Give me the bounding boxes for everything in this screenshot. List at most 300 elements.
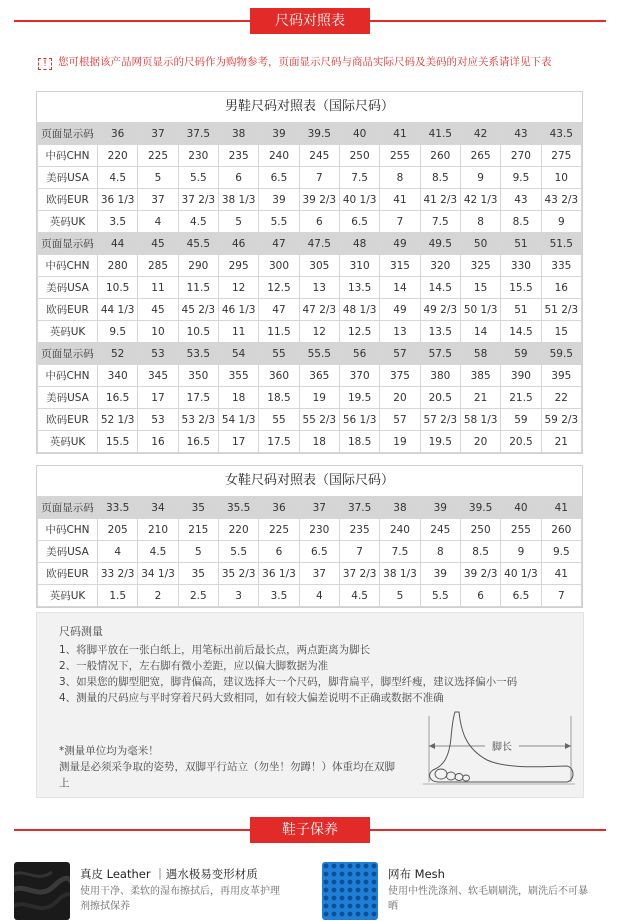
size-cell: 5 [380, 585, 420, 607]
size-cell: 330 [501, 255, 541, 277]
size-cell: 48 1/3 [339, 299, 379, 321]
size-cell: 17 [138, 387, 178, 409]
size-cell: 47 2/3 [299, 299, 339, 321]
size-cell: 365 [299, 365, 339, 387]
size-notice [38, 54, 552, 70]
size-cell: 17.5 [178, 387, 218, 409]
size-cell: 46 1/3 [218, 299, 258, 321]
size-cell: 38 1/3 [380, 563, 420, 585]
row-label: 中码CHN [38, 519, 98, 541]
size-cell: 19 [299, 387, 339, 409]
row-label: 美码USA [38, 541, 98, 563]
size-cell: 36 [98, 123, 138, 145]
size-cell: 36 [259, 497, 299, 519]
size-cell: 5 [138, 167, 178, 189]
size-cell: 340 [98, 365, 138, 387]
size-cell: 20.5 [420, 387, 460, 409]
size-cell: 20 [380, 387, 420, 409]
size-cell: 42 [460, 123, 500, 145]
size-cell: 9 [501, 541, 541, 563]
size-cell: 17.5 [259, 431, 299, 453]
size-cell: 355 [218, 365, 258, 387]
size-cell: 7.5 [339, 167, 379, 189]
size-cell: 52 [98, 343, 138, 365]
row-label: 页面显示码 [38, 123, 98, 145]
size-cell: 41 [541, 497, 581, 519]
size-cell: 2 [138, 585, 178, 607]
row-label: 欧码EUR [38, 299, 98, 321]
size-cell: 4.5 [138, 541, 178, 563]
size-cell: 13.5 [420, 321, 460, 343]
size-cell: 300 [259, 255, 299, 277]
size-cell: 235 [218, 145, 258, 167]
size-cell: 37 2/3 [339, 563, 379, 585]
size-cell: 53 [138, 409, 178, 431]
size-cell: 8 [460, 211, 500, 233]
foot-illustration [399, 708, 579, 788]
size-cell: 6 [299, 211, 339, 233]
table-row [38, 123, 582, 145]
size-cell: 21 [460, 387, 500, 409]
size-cell: 325 [460, 255, 500, 277]
size-cell: 13.5 [339, 277, 379, 299]
foot-diagram [399, 708, 579, 788]
size-cell: 380 [420, 365, 460, 387]
size-cell: 225 [259, 519, 299, 541]
size-cell: 39.5 [460, 497, 500, 519]
measurement-note [59, 743, 399, 791]
table-row [38, 365, 582, 387]
size-cell: 210 [138, 519, 178, 541]
table-row [38, 563, 582, 585]
size-cell: 16 [541, 277, 581, 299]
size-cell: 245 [299, 145, 339, 167]
size-cell: 15.5 [501, 277, 541, 299]
size-cell: 250 [339, 145, 379, 167]
size-cell: 245 [420, 519, 460, 541]
table-row [38, 343, 582, 365]
size-cell: 350 [178, 365, 218, 387]
women-table-title: 女鞋尺码对照表（国际尺码） [224, 473, 394, 488]
size-cell: 320 [420, 255, 460, 277]
table-row [38, 211, 582, 233]
size-cell: 6 [218, 167, 258, 189]
size-cell: 43 2/3 [541, 189, 581, 211]
row-label: 欧码EUR [38, 189, 98, 211]
size-cell: 53 [138, 343, 178, 365]
table-row [38, 255, 582, 277]
size-cell: 14.5 [420, 277, 460, 299]
size-cell: 17 [218, 431, 258, 453]
size-cell: 48 [339, 233, 379, 255]
size-cell: 280 [98, 255, 138, 277]
size-cell: 37 [299, 563, 339, 585]
size-cell: 40 1/3 [339, 189, 379, 211]
size-cell: 3.5 [259, 585, 299, 607]
size-cell: 6 [259, 541, 299, 563]
row-label: 页面显示码 [38, 233, 98, 255]
size-cell: 41 [380, 123, 420, 145]
size-cell: 4 [98, 541, 138, 563]
size-cell: 3.5 [98, 211, 138, 233]
table-row [38, 497, 582, 519]
size-cell: 2.5 [178, 585, 218, 607]
size-cell: 15 [541, 321, 581, 343]
foot-length-label: 脚长 [492, 742, 512, 753]
size-cell: 42 1/3 [460, 189, 500, 211]
size-cell: 9.5 [501, 167, 541, 189]
row-label: 美码USA [38, 387, 98, 409]
size-cell: 6.5 [501, 585, 541, 607]
size-cell: 43.5 [541, 123, 581, 145]
notice-text: 您可根据该产品网页显示的尺码作为购物参考，页面显示尺码与商品实际尺码及美码的对应关系请详见下表 [58, 56, 552, 68]
size-cell: 215 [178, 519, 218, 541]
size-cell: 370 [339, 365, 379, 387]
size-cell: 57 [380, 343, 420, 365]
row-label: 英码UK [38, 585, 98, 607]
row-label: 英码UK [38, 431, 98, 453]
care-banner [0, 815, 620, 845]
measurement-steps [59, 642, 529, 706]
row-label: 英码UK [38, 321, 98, 343]
size-cell: 10.5 [178, 321, 218, 343]
size-cell: 41 [541, 563, 581, 585]
size-cell: 7 [380, 211, 420, 233]
size-cell: 55 2/3 [299, 409, 339, 431]
table-row [38, 387, 582, 409]
size-cell: 9 [541, 211, 581, 233]
size-cell: 13 [299, 277, 339, 299]
measurement-step: 4、测量的尺码应与平时穿着尺码大致相同，如有较大偏差说明不正确或数据不准确 [59, 692, 444, 704]
row-label: 英码UK [38, 211, 98, 233]
size-cell: 56 [339, 343, 379, 365]
row-label: 欧码EUR [38, 409, 98, 431]
size-cell: 375 [380, 365, 420, 387]
size-cell: 15 [460, 277, 500, 299]
size-cell: 55.5 [299, 343, 339, 365]
leather-name: 真皮 Leather ｜遇水极易变形材质 [80, 867, 258, 881]
size-cell: 50 1/3 [460, 299, 500, 321]
size-cell: 37 2/3 [178, 189, 218, 211]
size-cell: 12 [299, 321, 339, 343]
size-cell: 6.5 [339, 211, 379, 233]
size-cell: 4.5 [339, 585, 379, 607]
size-cell: 59 [501, 343, 541, 365]
table-row [38, 519, 582, 541]
table-row [38, 233, 582, 255]
mesh-desc: 使用中性洗涤剂、软毛刷刷洗，刷洗后不可暴晒 [388, 886, 588, 912]
size-cell: 14 [460, 321, 500, 343]
measurement-step: 3、如果您的脚型肥宽，脚背偏高，建议选择大一个尺码，脚背扁平，脚型纤瘦，建议选择偏小一码 [59, 676, 518, 688]
table-row [38, 409, 582, 431]
size-cell: 35 [178, 563, 218, 585]
size-cell: 8.5 [420, 167, 460, 189]
care-item-leather [14, 862, 304, 921]
care-item-mesh [322, 862, 612, 921]
size-cell: 16.5 [178, 431, 218, 453]
size-cell: 43 [501, 189, 541, 211]
row-label: 中码CHN [38, 145, 98, 167]
row-label: 页面显示码 [38, 343, 98, 365]
size-cell: 9.5 [98, 321, 138, 343]
size-cell: 36 1/3 [98, 189, 138, 211]
size-cell: 235 [339, 519, 379, 541]
size-cell: 295 [218, 255, 258, 277]
measurement-title: 尺码测量 [59, 625, 103, 638]
row-label: 欧码EUR [38, 563, 98, 585]
size-cell: 5 [218, 211, 258, 233]
size-cell: 13 [380, 321, 420, 343]
size-cell: 285 [138, 255, 178, 277]
size-cell: 3 [218, 585, 258, 607]
size-cell: 4.5 [98, 167, 138, 189]
size-cell: 58 1/3 [460, 409, 500, 431]
size-cell: 14 [380, 277, 420, 299]
table-row [38, 167, 582, 189]
size-cell: 4 [138, 211, 178, 233]
size-cell: 20.5 [501, 431, 541, 453]
size-cell: 12.5 [259, 277, 299, 299]
size-cell: 9.5 [541, 541, 581, 563]
size-cell: 57 [380, 409, 420, 431]
size-cell: 7.5 [380, 541, 420, 563]
size-cell: 51 [501, 299, 541, 321]
size-cell: 34 [138, 497, 178, 519]
size-cell: 40 [501, 497, 541, 519]
size-cell: 250 [460, 519, 500, 541]
size-cell: 12.5 [339, 321, 379, 343]
size-cell: 7 [339, 541, 379, 563]
size-cell: 47.5 [299, 233, 339, 255]
table-row [38, 585, 582, 607]
unit-note: *测量单位均为毫米！ [59, 745, 159, 757]
size-cell: 58 [460, 343, 500, 365]
size-cell: 270 [501, 145, 541, 167]
measurement-step: 1、将脚平放在一张白纸上，用笔标出前后最长点，两点距离为脚长 [59, 644, 371, 656]
size-cell: 19 [380, 431, 420, 453]
warning-icon: ! [38, 58, 52, 70]
size-cell: 57 2/3 [420, 409, 460, 431]
size-cell: 45 [138, 233, 178, 255]
size-cell: 39 [420, 497, 460, 519]
measurement-panel [36, 612, 584, 798]
size-cell: 39 [259, 189, 299, 211]
size-cell: 49 [380, 299, 420, 321]
women-table-grid [37, 496, 582, 607]
size-cell: 18.5 [339, 431, 379, 453]
size-cell: 33.5 [98, 497, 138, 519]
men-table-grid [37, 122, 582, 453]
size-cell: 395 [541, 365, 581, 387]
size-cell: 37 [138, 123, 178, 145]
size-cell: 35 [178, 497, 218, 519]
size-cell: 8.5 [460, 541, 500, 563]
size-cell: 16.5 [98, 387, 138, 409]
size-cell: 7 [299, 167, 339, 189]
size-cell: 230 [178, 145, 218, 167]
size-cell: 345 [138, 365, 178, 387]
size-cell: 36 1/3 [259, 563, 299, 585]
size-cell: 7 [541, 585, 581, 607]
size-chart-banner [0, 6, 620, 36]
size-cell: 51 2/3 [541, 299, 581, 321]
size-cell: 220 [98, 145, 138, 167]
row-label: 美码USA [38, 277, 98, 299]
size-cell: 39.5 [299, 123, 339, 145]
size-cell: 41.5 [420, 123, 460, 145]
size-cell: 38 [380, 497, 420, 519]
size-cell: 39 2/3 [299, 189, 339, 211]
size-cell: 43 [501, 123, 541, 145]
row-label: 美码USA [38, 167, 98, 189]
table-row [38, 189, 582, 211]
size-cell: 21.5 [501, 387, 541, 409]
size-cell: 19.5 [420, 431, 460, 453]
size-cell: 41 [380, 189, 420, 211]
size-cell: 18.5 [259, 387, 299, 409]
size-cell: 310 [339, 255, 379, 277]
size-cell: 19.5 [339, 387, 379, 409]
leather-swatch-icon [14, 862, 70, 920]
table-row [38, 431, 582, 453]
size-cell: 315 [380, 255, 420, 277]
size-cell: 225 [138, 145, 178, 167]
size-cell: 8.5 [501, 211, 541, 233]
size-cell: 47 [259, 233, 299, 255]
size-cell: 255 [501, 519, 541, 541]
table-row [38, 277, 582, 299]
size-cell: 50 [460, 233, 500, 255]
size-cell: 1.5 [98, 585, 138, 607]
size-cell: 14.5 [501, 321, 541, 343]
size-cell: 59.5 [541, 343, 581, 365]
size-cell: 11 [218, 321, 258, 343]
size-cell: 44 1/3 [98, 299, 138, 321]
size-cell: 390 [501, 365, 541, 387]
size-cell: 38 [218, 123, 258, 145]
size-cell: 10 [138, 321, 178, 343]
size-cell: 18 [299, 431, 339, 453]
row-label: 中码CHN [38, 255, 98, 277]
size-cell: 35 2/3 [218, 563, 258, 585]
size-cell: 5.5 [178, 167, 218, 189]
table-row [38, 145, 582, 167]
size-cell: 260 [541, 519, 581, 541]
size-cell: 53.5 [178, 343, 218, 365]
size-cell: 37.5 [178, 123, 218, 145]
size-cell: 5.5 [218, 541, 258, 563]
size-cell: 9 [460, 167, 500, 189]
size-cell: 255 [380, 145, 420, 167]
size-cell: 40 1/3 [501, 563, 541, 585]
size-cell: 59 2/3 [541, 409, 581, 431]
size-cell: 15.5 [98, 431, 138, 453]
size-cell: 240 [380, 519, 420, 541]
size-cell: 34 1/3 [138, 563, 178, 585]
size-cell: 59 [501, 409, 541, 431]
size-cell: 22 [541, 387, 581, 409]
size-cell: 205 [98, 519, 138, 541]
size-cell: 49 2/3 [420, 299, 460, 321]
size-cell: 55 [259, 409, 299, 431]
mesh-name: 网布 Mesh [388, 867, 445, 881]
size-cell: 275 [541, 145, 581, 167]
size-cell: 10 [541, 167, 581, 189]
size-cell: 45.5 [178, 233, 218, 255]
size-cell: 5 [178, 541, 218, 563]
size-cell: 5.5 [420, 585, 460, 607]
size-cell: 305 [299, 255, 339, 277]
size-cell: 6 [460, 585, 500, 607]
row-label: 页面显示码 [38, 497, 98, 519]
size-cell: 12 [218, 277, 258, 299]
size-cell: 265 [460, 145, 500, 167]
size-cell: 4.5 [178, 211, 218, 233]
size-cell: 51.5 [541, 233, 581, 255]
leather-desc: 使用干净、柔软的湿布擦拭后，再用皮革护理剂擦拭保养 [80, 886, 280, 912]
women-size-table [36, 465, 583, 608]
size-cell: 21 [541, 431, 581, 453]
size-cell: 56 1/3 [339, 409, 379, 431]
size-cell: 8 [420, 541, 460, 563]
size-cell: 360 [259, 365, 299, 387]
size-cell: 6.5 [259, 167, 299, 189]
table-row [38, 541, 582, 563]
size-cell: 20 [460, 431, 500, 453]
size-cell: 35.5 [218, 497, 258, 519]
size-cell: 230 [299, 519, 339, 541]
table-row [38, 299, 582, 321]
size-cell: 44 [98, 233, 138, 255]
size-cell: 49.5 [420, 233, 460, 255]
size-cell: 39 [420, 563, 460, 585]
measurement-step: 2、一般情况下，左右脚有微小差距，应以偏大脚数据为准 [59, 660, 329, 672]
size-cell: 39 [259, 123, 299, 145]
size-cell: 52 1/3 [98, 409, 138, 431]
size-cell: 385 [460, 365, 500, 387]
size-cell: 11 [138, 277, 178, 299]
size-cell: 10.5 [98, 277, 138, 299]
size-cell: 290 [178, 255, 218, 277]
size-cell: 57.5 [420, 343, 460, 365]
size-cell: 240 [259, 145, 299, 167]
size-cell: 38 1/3 [218, 189, 258, 211]
size-cell: 7.5 [420, 211, 460, 233]
size-cell: 54 1/3 [218, 409, 258, 431]
size-cell: 40 [339, 123, 379, 145]
size-cell: 51 [501, 233, 541, 255]
men-table-title: 男鞋尺码对照表（国际尺码） [224, 99, 394, 114]
size-cell: 49 [380, 233, 420, 255]
size-cell: 8 [380, 167, 420, 189]
size-cell: 335 [541, 255, 581, 277]
size-cell: 45 2/3 [178, 299, 218, 321]
size-cell: 37.5 [339, 497, 379, 519]
care-banner-title: 鞋子保养 [250, 817, 370, 843]
size-cell: 37 [299, 497, 339, 519]
size-cell: 11.5 [259, 321, 299, 343]
size-cell: 5.5 [259, 211, 299, 233]
table-row [38, 321, 582, 343]
size-cell: 11.5 [178, 277, 218, 299]
size-cell: 55 [259, 343, 299, 365]
banner-title: 尺码对照表 [250, 8, 370, 34]
men-size-table [36, 91, 583, 454]
size-cell: 41 2/3 [420, 189, 460, 211]
size-cell: 18 [218, 387, 258, 409]
size-cell: 220 [218, 519, 258, 541]
size-cell: 4 [299, 585, 339, 607]
